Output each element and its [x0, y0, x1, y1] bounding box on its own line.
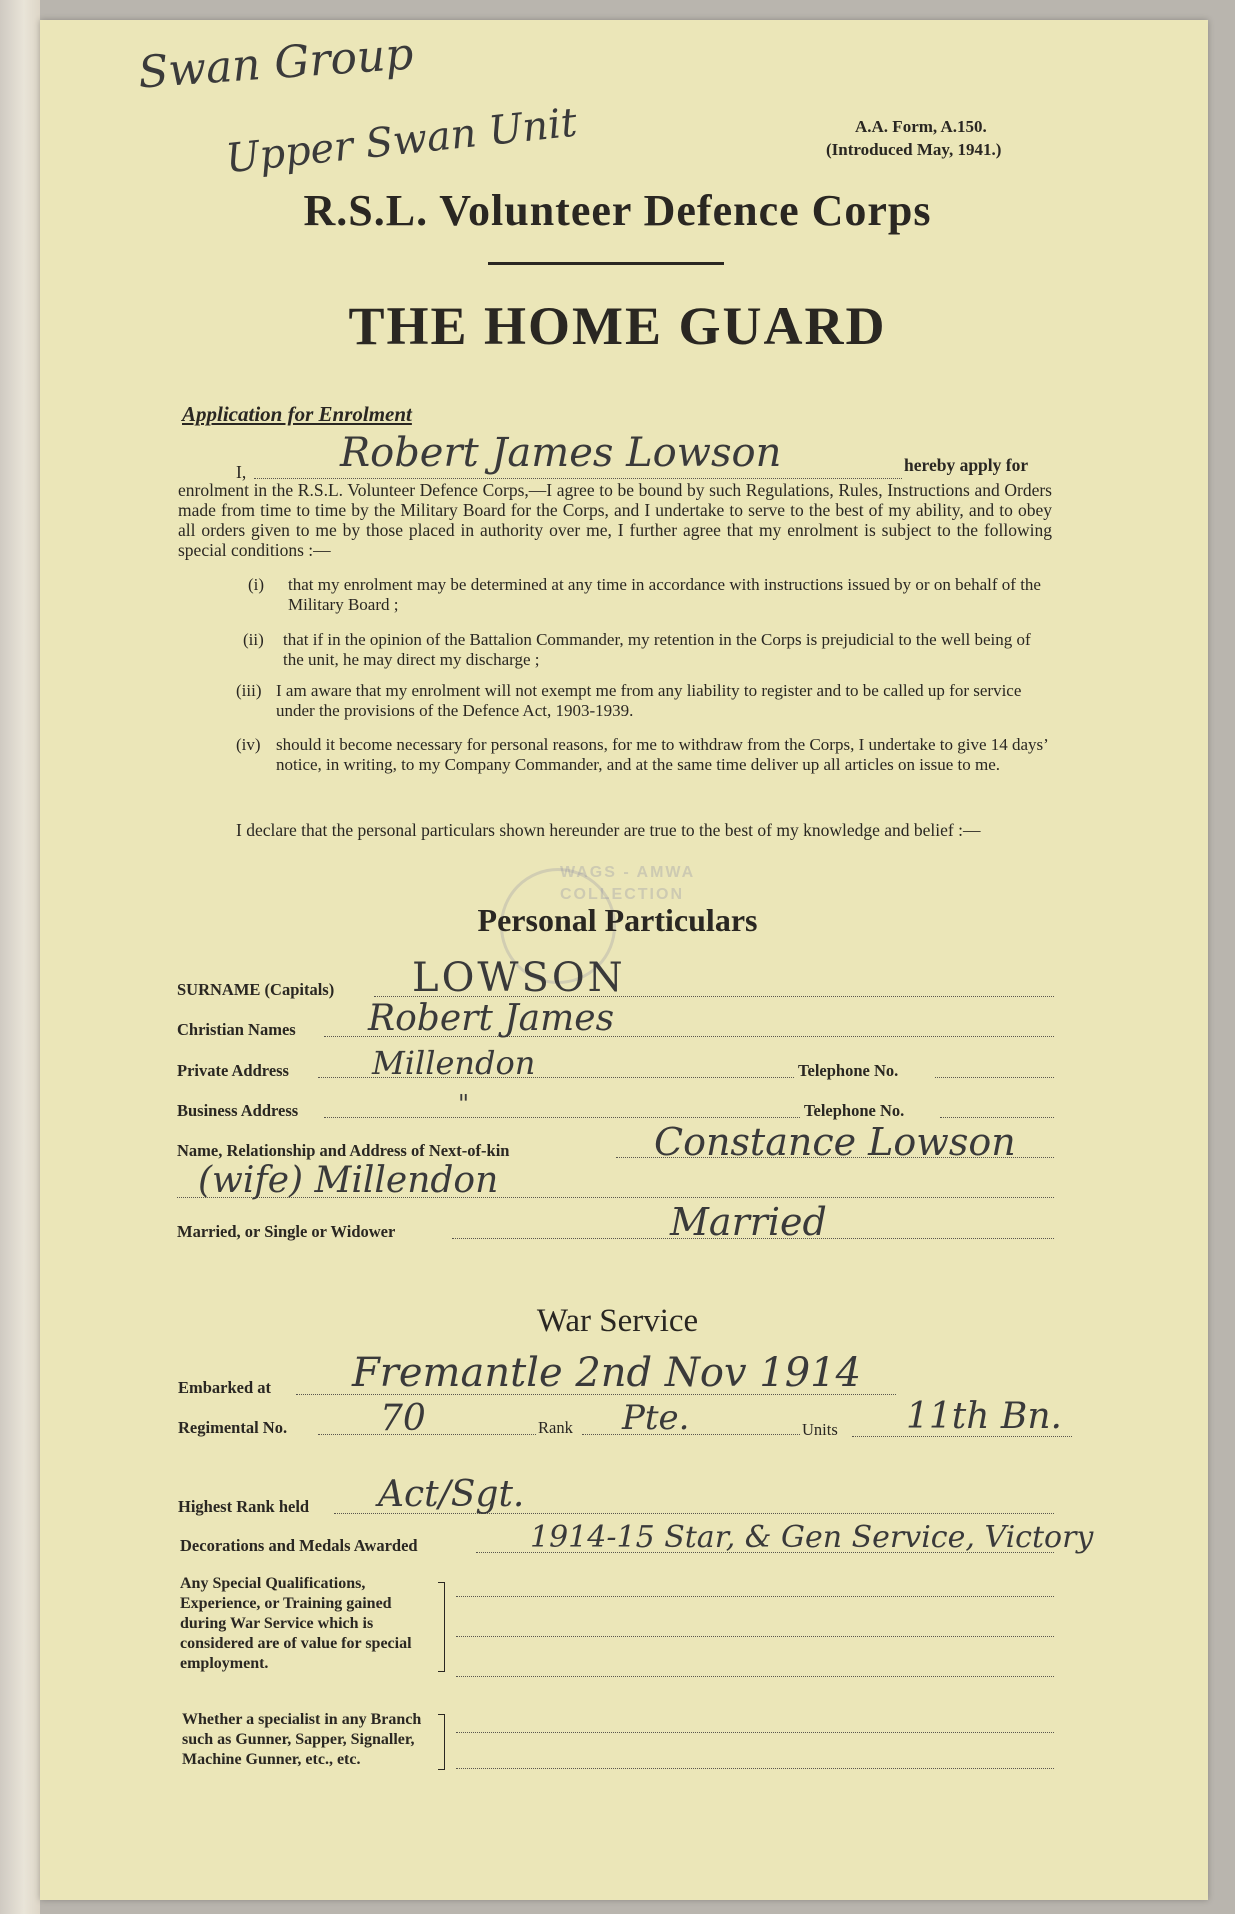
condition-2-text: that if in the opinion of the Battalion Commander, my retention in the Corps is prejudicial to the well being of the unit, he may direct my discharge ;: [283, 630, 1031, 669]
form-introduced: (Introduced May, 1941.): [826, 140, 1002, 159]
qualifications-line-2: [456, 1636, 1054, 1637]
form-number: A.A. Form, A.150.: [855, 117, 987, 136]
qualifications-brace: [438, 1582, 445, 1672]
annotation-group: Swan Group: [136, 28, 415, 99]
condition-3-num: (iii): [236, 681, 262, 700]
applicant-name[interactable]: Robert James Lowson: [340, 430, 782, 476]
telephone-label: Telephone No.: [798, 1061, 899, 1080]
units-label: Units: [802, 1420, 838, 1439]
watermark-line1: WAGS - AMWA: [560, 864, 696, 881]
christian-value[interactable]: Robert James: [368, 998, 615, 1039]
private-address-label: Private Address: [177, 1061, 289, 1080]
embarked-label: Embarked at: [178, 1378, 272, 1397]
applicant-suffix: hereby apply for: [904, 455, 1029, 475]
business-address-label: Business Address: [177, 1101, 299, 1120]
declaration: I declare that the personal particulars shown hereunder are true to the best of my knowledge and belief :—: [236, 820, 981, 840]
specialist-brace: [438, 1714, 445, 1770]
rank-label: Rank: [538, 1418, 573, 1437]
nok-label: Name, Relationship and Address of Next-of-kin: [177, 1141, 510, 1160]
business-address-line: [324, 1117, 800, 1118]
corps-title: R.S.L. Volunteer Defence Corps: [303, 186, 932, 235]
title-rule: [488, 262, 724, 265]
business-address-value[interactable]: ": [458, 1090, 470, 1118]
units-value[interactable]: 11th Bn.: [906, 1396, 1062, 1437]
applicant-line: [254, 478, 902, 479]
qualifications-label: Any Special Qualifications, Experience, or Training gained during War Service which is considered are of value for special employment.: [180, 1575, 412, 1672]
surname-label: SURNAME (Capitals): [177, 980, 335, 999]
telephone-label-2: Telephone No.: [804, 1101, 905, 1120]
specialist-line-2: [456, 1768, 1054, 1769]
highest-rank-label: Highest Rank held: [178, 1497, 310, 1516]
regimental-line: [318, 1434, 536, 1435]
personal-heading: Personal Particulars: [477, 902, 758, 938]
regimental-value[interactable]: 70: [380, 1398, 426, 1439]
qualifications-line-1: [456, 1596, 1054, 1597]
condition-2-num: (ii): [243, 630, 264, 649]
condition-1: [248, 575, 1052, 615]
condition-1-text: that my enrolment may be determined at any time in accordance with instructions issued by or on behalf of the Military Board ;: [288, 575, 1041, 614]
embarked-value[interactable]: Fremantle 2nd Nov 1914: [352, 1350, 862, 1396]
highest-rank-value[interactable]: Act/Sgt.: [378, 1474, 525, 1515]
nok-detail-value[interactable]: (wife) Millendon: [198, 1160, 499, 1201]
annotation-unit: Upper Swan Unit: [223, 99, 580, 183]
telephone-line: [935, 1077, 1054, 1078]
war-service-heading: War Service: [536, 1303, 699, 1339]
qualifications-line-3: [456, 1676, 1054, 1677]
condition-4-text: should it become necessary for personal reasons, for me to withdraw from the Corps, I undertake to give 14 days’ notice, in writing, to my Company Commander, and at the same time deliver up all articles on issue to me.: [276, 735, 1048, 774]
condition-1-num: (i): [248, 575, 265, 594]
condition-4-num: (iv): [236, 735, 261, 754]
application-body: enrolment in the R.S.L. Volunteer Defence Corps,—I agree to be bound by such Regulations, Rules, Instructions and Orders made from time to time by the Military Board for the Corps, and I undertake to serve to the best of my ability, and to obey all orders given to me by those placed in authority over me, I further agree that my enrolment is subject to the following special conditions :—: [178, 480, 1052, 560]
married-value[interactable]: Married: [670, 1200, 827, 1244]
decorations-value[interactable]: 1914-15 Star, & Gen Service, Victory: [530, 1520, 1094, 1555]
condition-4: [236, 735, 1052, 775]
decorations-label: Decorations and Medals Awarded: [180, 1536, 418, 1555]
telephone-line-2: [940, 1117, 1054, 1118]
regimental-label: Regimental No.: [178, 1418, 288, 1437]
specialist-label: Whether a specialist in any Branch such as Gunner, Sapper, Signaller, Machine Gunner, etc., etc.: [182, 1711, 422, 1768]
nok-name-value[interactable]: Constance Lowson: [654, 1120, 1016, 1164]
private-address-value[interactable]: Millendon: [372, 1044, 536, 1082]
condition-2: [243, 630, 1052, 670]
watermark-line2: COLLECTION: [560, 886, 684, 903]
surname-value[interactable]: LOWSON: [412, 955, 626, 1001]
rank-value[interactable]: Pte.: [622, 1398, 690, 1438]
specialist-line-1: [456, 1732, 1054, 1733]
christian-label: Christian Names: [177, 1020, 296, 1039]
married-label: Married, or Single or Widower: [177, 1222, 396, 1241]
condition-3: [236, 681, 1052, 721]
rank-line: [582, 1434, 800, 1435]
page-edge: [0, 0, 40, 1914]
application-heading: Application for Enrolment: [182, 402, 412, 426]
home-guard-title: THE HOME GUARD: [348, 296, 887, 356]
condition-3-text: I am aware that my enrolment will not exempt me from any liability to register and to be called up for service under the provisions of the Defence Act, 1903-1939.: [276, 681, 1022, 720]
applicant-prefix: I,: [236, 462, 247, 482]
